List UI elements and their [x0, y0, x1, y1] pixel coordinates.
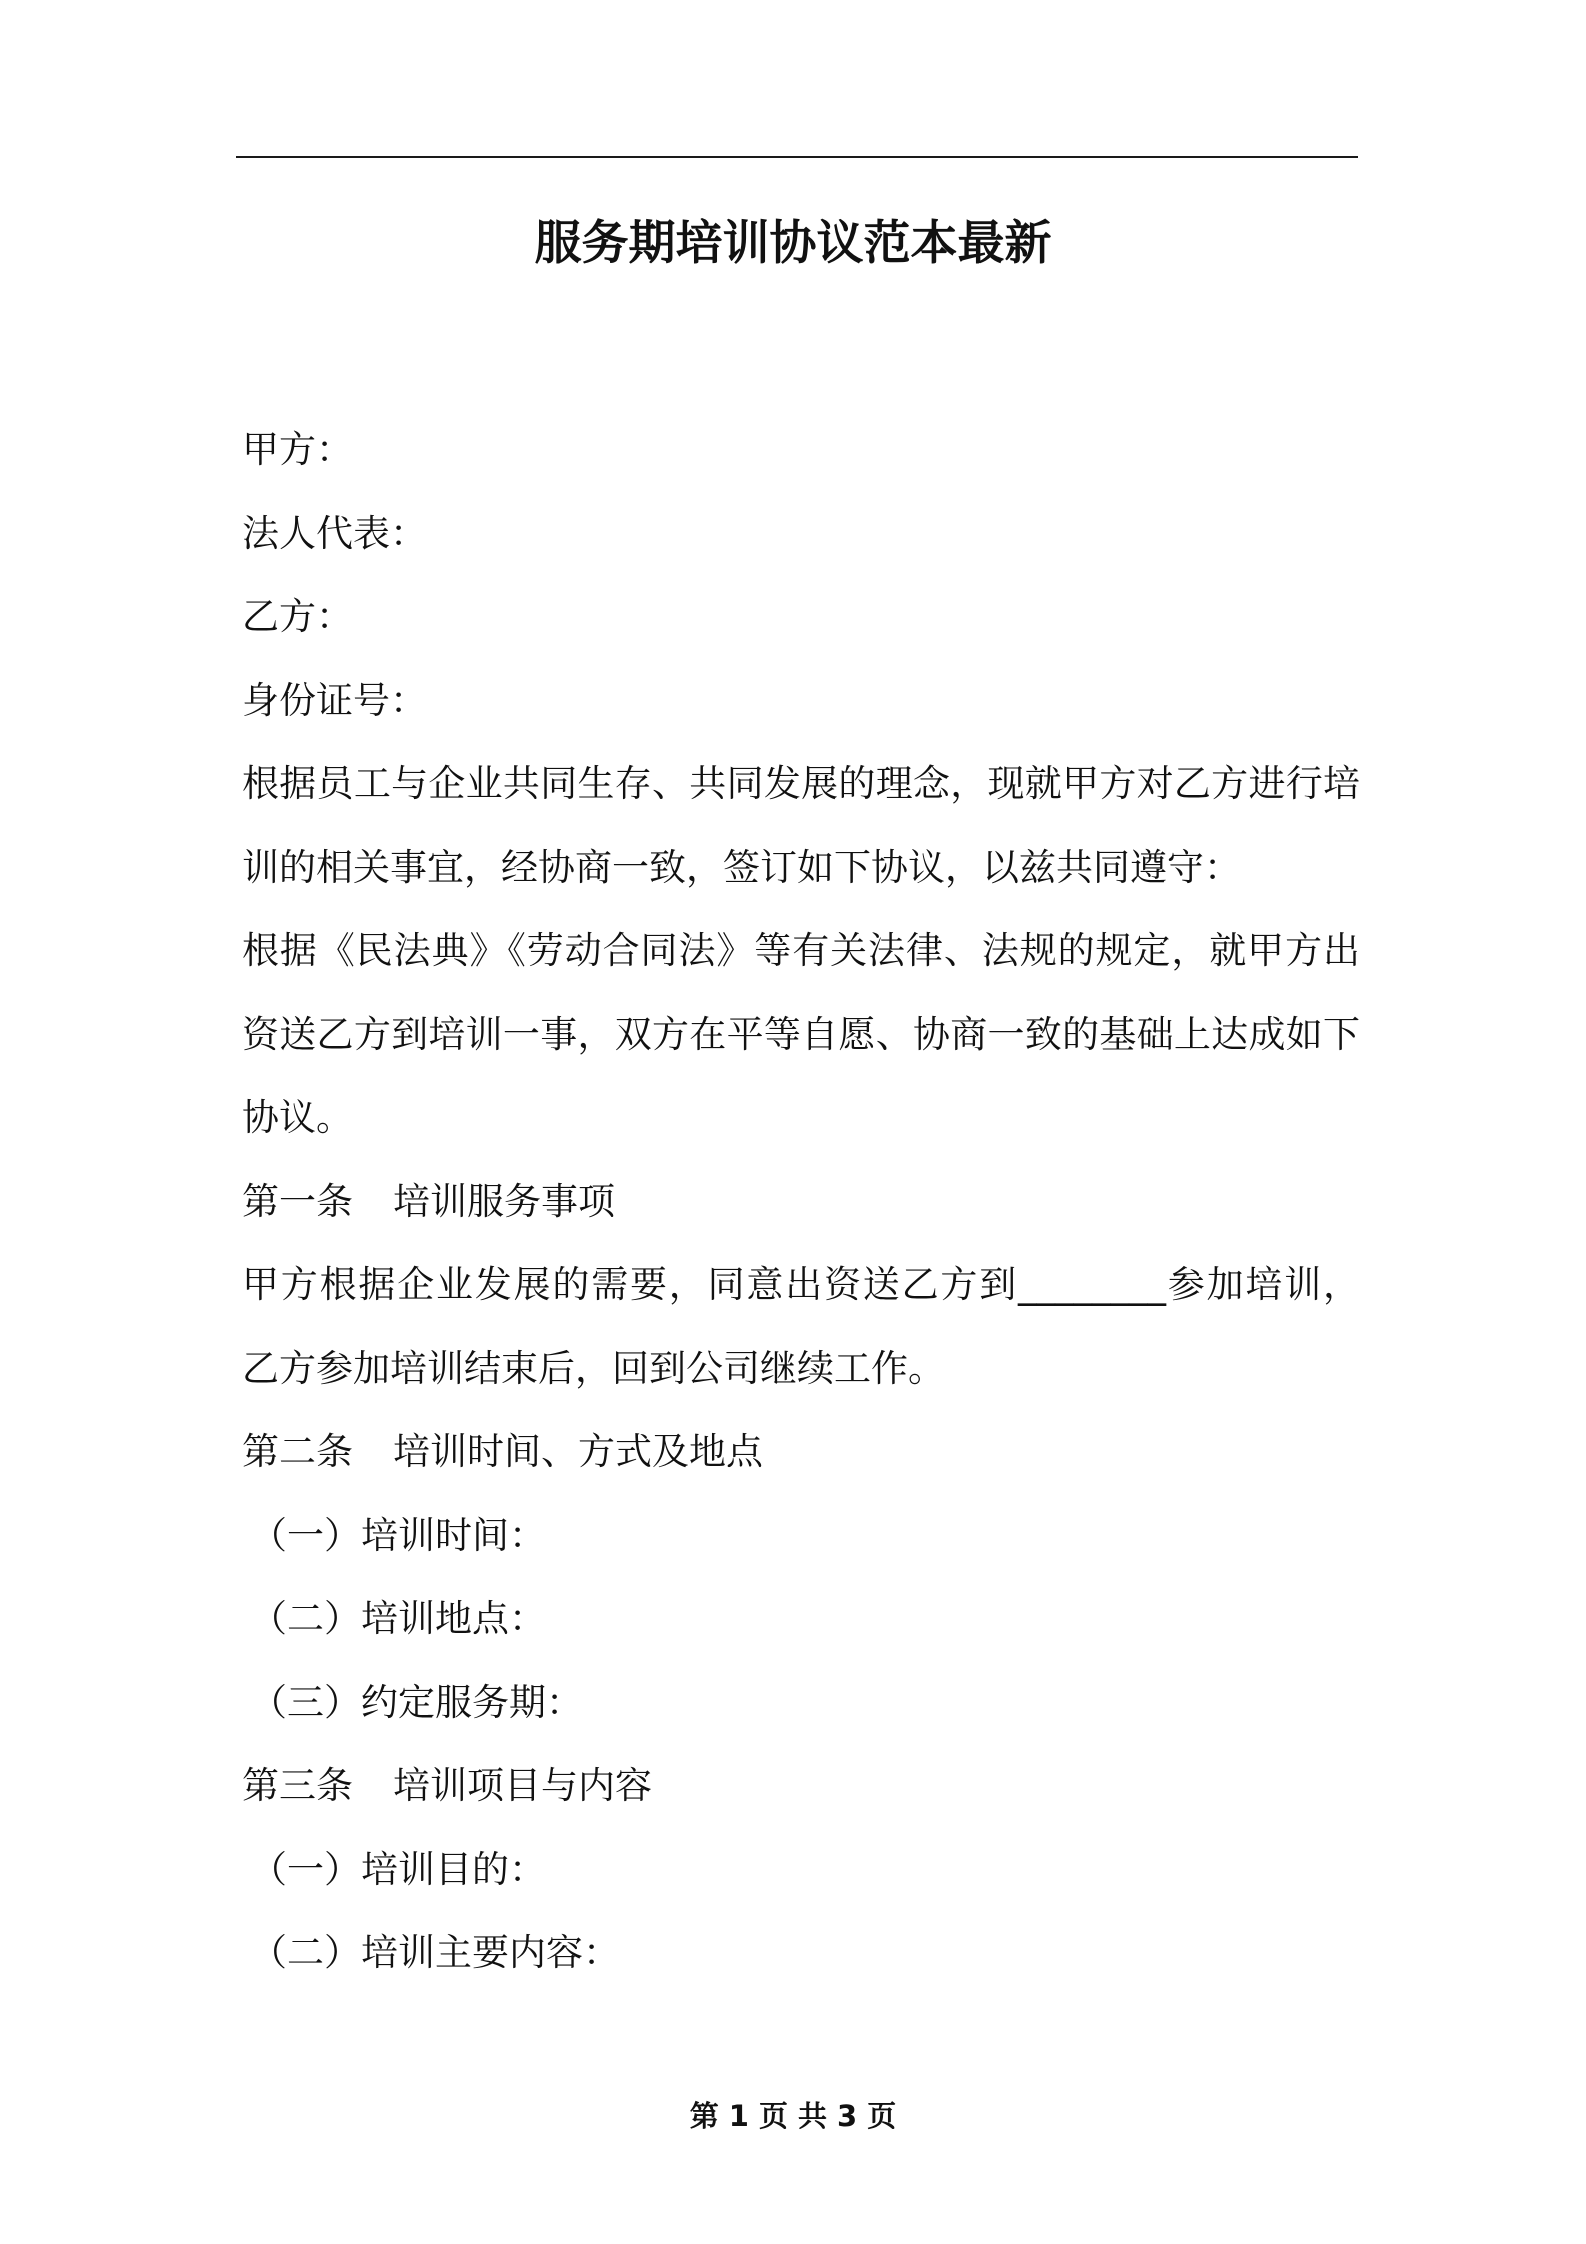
- article-title: 培训项目与内容: [393, 1764, 652, 1807]
- footer-suffix: 页: [867, 2099, 897, 2133]
- article-title: 培训时间、方式及地点: [393, 1430, 763, 1473]
- intro-paragraph-line: 训的相关事宜，经协商一致，签订如下协议，以兹共同遵守：: [242, 845, 1241, 889]
- footer-middle: 页 共: [758, 2099, 828, 2133]
- current-page-number: 1: [728, 2099, 749, 2133]
- article-1-paragraph-line: 甲方根据企业发展的需要，同意出资送乙方到________参加培训，: [242, 1263, 1360, 1306]
- party-a-label: 甲方：: [242, 428, 353, 471]
- service-period-item: （三）约定服务期：: [250, 1680, 583, 1724]
- article-title: 培训服务事项: [393, 1179, 615, 1223]
- id-number-label: 身份证号：: [242, 678, 427, 722]
- article-2-heading: [242, 1410, 1360, 1494]
- article-number: 第一条: [242, 1179, 353, 1223]
- article-1-paragraph-line: 乙方参加培训结束后，回到公司继续工作。: [242, 1346, 945, 1390]
- training-location-item: （二）培训地点：: [250, 1597, 546, 1640]
- intro-paragraph-line: 根据员工与企业共同生存、共同发展的理念，现就甲方对乙方进行培: [242, 762, 1360, 805]
- training-purpose-item: （一）培训目的：: [250, 1847, 546, 1891]
- document-body: [242, 408, 1360, 1995]
- basis-paragraph-line: 根据《民法典》《劳动合同法》等有关法律、法规的规定，就甲方出: [242, 929, 1360, 972]
- basis-paragraph-line: 协议。: [242, 1096, 353, 1139]
- training-content-item: （二）培训主要内容：: [250, 1931, 620, 1974]
- document-title: 服务期培训协议范本最新: [534, 216, 1052, 271]
- header-rule: [236, 156, 1358, 158]
- article-number: 第二条: [242, 1430, 353, 1473]
- legal-representative-label: 法人代表：: [242, 511, 427, 555]
- article-1-heading: [242, 1160, 1360, 1244]
- article-number: 第三条: [242, 1764, 353, 1807]
- article-3-heading: [242, 1744, 1360, 1828]
- footer-prefix: 第: [689, 2099, 719, 2133]
- basis-paragraph-line: 资送乙方到培训一事，双方在平等自愿、协商一致的基础上达成如下: [242, 1012, 1360, 1056]
- total-pages-number: 3: [837, 2099, 858, 2133]
- party-b-label: 乙方：: [242, 595, 353, 638]
- training-time-item: （一）培训时间：: [250, 1513, 546, 1557]
- page-footer: [0, 2096, 1586, 2136]
